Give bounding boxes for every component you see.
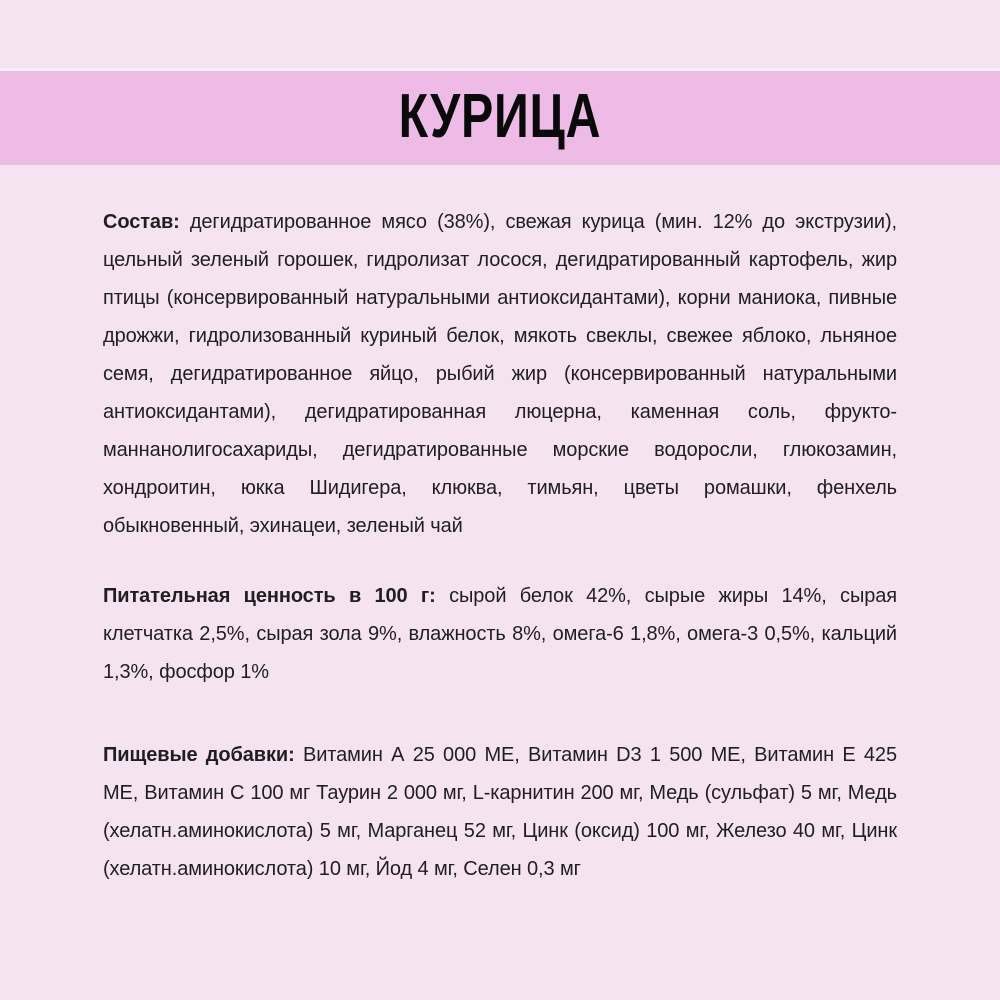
content-area	[103, 203, 897, 888]
additives-text: Витамин А 25 000 МЕ, Витамин D3 1 500 МЕ, Витамин Е 425 МЕ, Витамин С 100 мг Таурин 2 000 мг, L-карнитин 200 мг, Медь (сульфат) 5 мг, Медь (хелатн.аминокислота) 5 мг, Марганец 52 мг, Цинк (оксид) 100 мг, Железо 40 мг, Цинк (хелатн.аминокислота) 10 мг, Йод 4 мг, Селен 0,3 мг	[103, 744, 897, 880]
nutrition-text: сырой белок 42%, сырые жиры 14%, сырая клетчатка 2,5%, сырая зола 9%, влажность 8%, омега-6 1,8%, омега-3 0,5%, кальций 1,3%, фосфор 1%	[103, 585, 897, 683]
composition-label: Состав:	[103, 211, 180, 233]
page-title: КУРИЦА	[398, 82, 602, 151]
nutrition-label: Питательная ценность в 100 г:	[103, 585, 436, 607]
composition-text: дегидратированное мясо (38%), свежая курица (мин. 12% до экструзии), цельный зеленый горошек, гидролизат лосося, дегидратированный картофель, жир птицы (консервированный натуральными антиоксидантами), корни маниока, пивные дрожжи, гидролизованный куриный белок, мякоть свеклы, свежее яблоко, льняное семя, дегидратированное яйцо, рыбий жир (консервированный натуральными антиоксидантами), дегидратированная люцерна, каменная соль, фрукто-маннанолигосахариды, дегидратированные морские водоросли, глюкозамин, хондроитин, юкка Шидигера, клюква, тимьян, цветы ромашки, фенхель обыкновенный, эхинацеи, зеленый чай	[103, 211, 897, 537]
nutrition-paragraph	[103, 577, 897, 691]
title-banner	[0, 68, 1000, 165]
additives-label: Пищевые добавки:	[103, 744, 295, 766]
composition-paragraph	[103, 203, 897, 545]
additives-paragraph	[103, 736, 897, 888]
